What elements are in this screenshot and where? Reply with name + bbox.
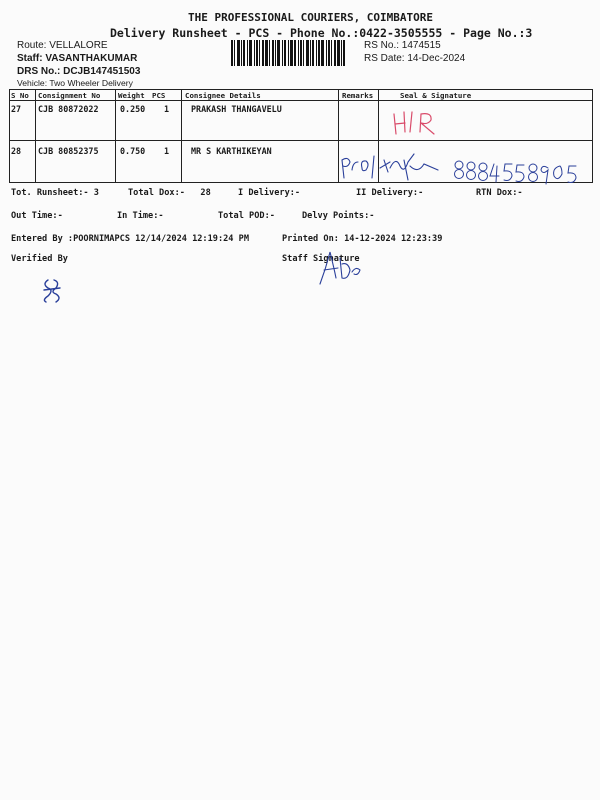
row-28-pcs: 1: [164, 146, 170, 156]
row-27-consignment: CJB 80872022: [38, 104, 99, 114]
row-27-remark-handwriting: [390, 108, 450, 138]
printed-on: Printed On: 14-12-2024 12:23:39: [282, 234, 443, 244]
row-28-phone-handwriting: [452, 156, 582, 186]
barcode: [231, 40, 357, 66]
tot-runsheet: Tot. Runsheet:- 3: [11, 188, 99, 198]
row-28-consignment: CJB 80852375: [38, 146, 99, 156]
row-27-weight: 0.250: [120, 104, 146, 114]
entered-by: Entered By :POORNIMAPCS 12/14/2024 12:19:24 PM: [11, 234, 249, 244]
row-28-weight: 0.750: [120, 146, 146, 156]
route-label: Route: VELLALORE: [17, 40, 108, 51]
col-header-seal-signature: Seal & Signature: [400, 91, 472, 100]
col-header-consignment: Consignment No: [38, 91, 101, 100]
ii-delivery: II Delivery:-: [356, 188, 424, 198]
row-27-consignee: PRAKASH THANGAVELU: [191, 104, 282, 114]
row-28-sno: 28: [11, 146, 22, 156]
company-name: THE PROFESSIONAL COURIERS, COIMBATORE: [188, 11, 434, 24]
out-time: Out Time:-: [11, 211, 63, 221]
col-header-remarks: Remarks: [342, 91, 374, 100]
in-time: In Time:-: [117, 211, 164, 221]
total-dox: Total Dox:- 28: [128, 188, 211, 198]
col-header-pcs: PCS: [152, 91, 166, 100]
rs-date: RS Date: 14-Dec-2024: [364, 53, 466, 64]
delvy-points: Delvy Points:-: [302, 211, 375, 221]
col-header-sno: S No: [11, 91, 29, 100]
vehicle-label: Vehicle: Two Wheeler Delivery: [17, 78, 133, 88]
runsheet-subtitle: Delivery Runsheet - PCS - Phone No.:0422-3505555 - Page No.:3: [110, 26, 533, 40]
row-28-consignee: MR S KARTHIKEYAN: [191, 146, 272, 156]
staff-signature-mark: [312, 248, 368, 288]
staff-label: Staff: VASANTHAKUMAR: [17, 53, 138, 64]
verified-by-signature: [38, 276, 68, 304]
drs-number: DRS No.: DCJB147451503: [17, 66, 141, 77]
i-delivery: I Delivery:-: [238, 188, 301, 198]
staff-signature-label: Staff Signature: [282, 254, 360, 264]
rs-number: RS No.: 1474515: [364, 40, 441, 51]
col-header-consignee: Consignee Details: [185, 91, 261, 100]
total-pod: Total POD:-: [218, 211, 275, 221]
row-27-pcs: 1: [164, 104, 170, 114]
col-header-weight: Weight: [118, 91, 145, 100]
row-27-sno: 27: [11, 104, 22, 114]
verified-by: Verified By: [11, 254, 68, 264]
rtn-dox: RTN Dox:-: [476, 188, 523, 198]
